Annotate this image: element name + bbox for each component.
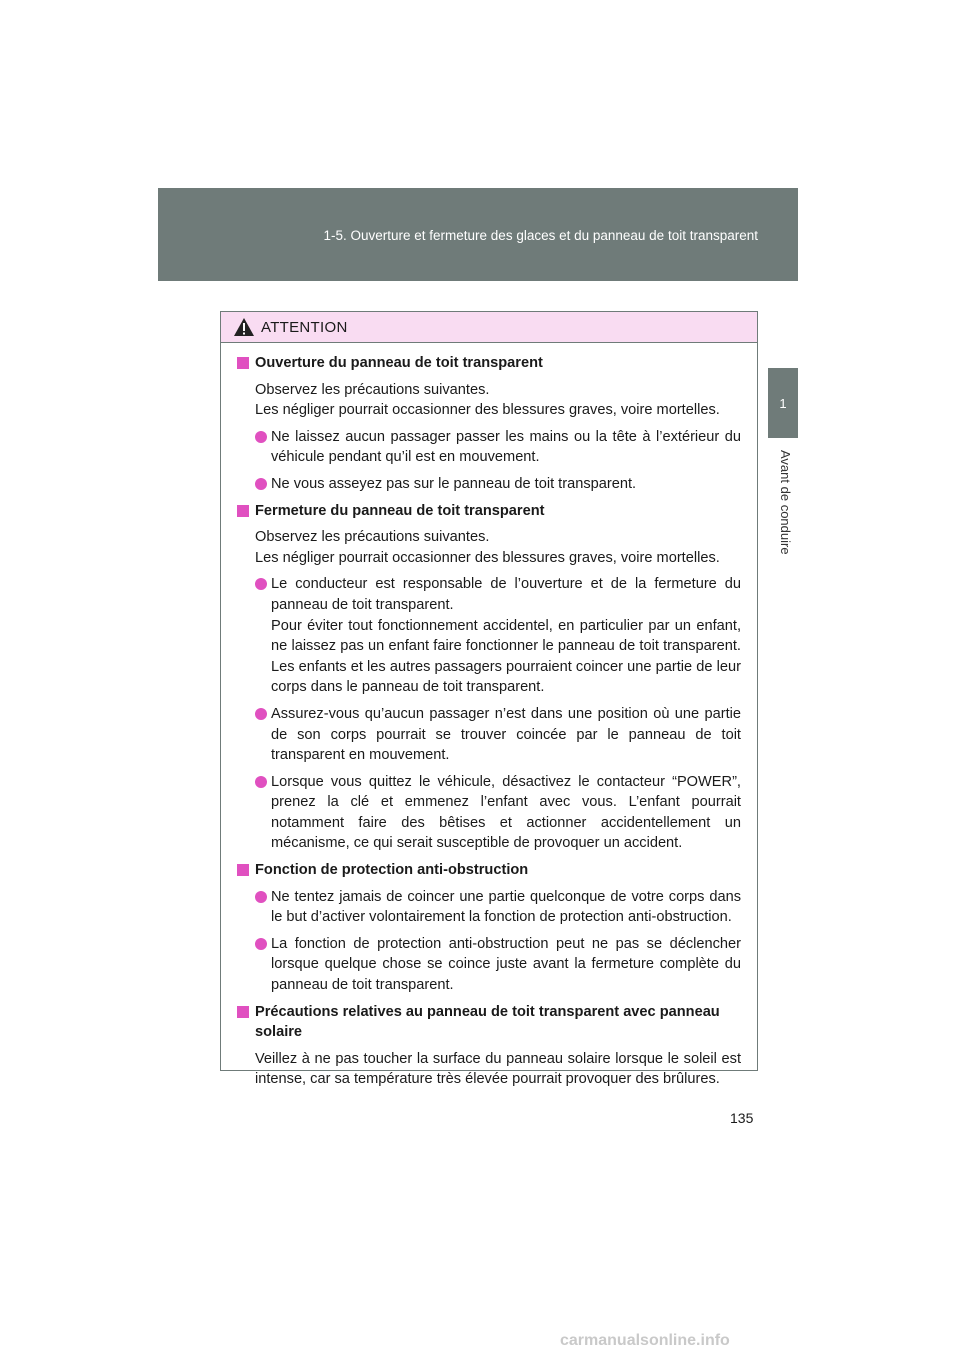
chapter-tab <box>768 368 798 438</box>
section-heading-text: Fermeture du panneau de toit transparent <box>255 502 545 519</box>
intro-line: Observez les précautions suivantes. <box>255 529 490 546</box>
section-heading <box>237 860 741 881</box>
warning-triangle-icon <box>233 317 255 337</box>
bullet-text: Ne vous asseyez pas sur le panneau de toit transparent. <box>271 475 637 492</box>
intro-line: Observez les précautions suivantes. <box>255 381 490 398</box>
bullet-item <box>237 772 741 854</box>
warning-header <box>221 312 757 343</box>
section-heading-text: Fonction de protection anti-obstruction <box>255 862 529 879</box>
warning-content <box>221 343 757 1090</box>
section-intro <box>237 380 741 421</box>
bullet-text: Assurez-vous qu’aucun passager n’est dans une position où une partie de son corps pourrait se trouver coincée par le panneau de toit transparent en mouvement. <box>271 705 741 764</box>
round-bullet-icon <box>255 938 267 950</box>
round-bullet-icon <box>255 431 267 443</box>
round-bullet-icon <box>255 776 267 788</box>
square-bullet-icon <box>237 357 249 369</box>
page-header <box>158 188 798 281</box>
section-heading <box>237 501 741 522</box>
bullet-item <box>237 704 741 766</box>
bullet-text: Le conducteur est responsable de l’ouverture et de la fermeture du panneau de toit transparent. <box>271 576 741 613</box>
section-heading <box>237 353 741 374</box>
page-number: 135 <box>730 1110 754 1126</box>
bullet-text: Pour éviter tout fonctionnement accidentel, en particulier par un enfant, ne laissez pas un enfant faire fonctionner le panneau de toit transparent. Les enfants et les autres passagers pourraient coincer une partie de leur corps dans le panneau de toit transparent. <box>271 617 741 696</box>
intro-line: Veillez à ne pas toucher la surface du panneau solaire lorsque le soleil est intense, car sa température très élevée pourrait provoquer des brûlures. <box>255 1050 741 1088</box>
chapter-label: Avant de conduire <box>778 450 793 555</box>
section-intro <box>237 1049 741 1090</box>
intro-line: Les négliger pourrait occasionner des blessures graves, voire mortelles. <box>255 549 720 566</box>
warning-title: ATTENTION <box>261 319 348 336</box>
round-bullet-icon <box>255 478 267 490</box>
warning-box <box>220 311 758 1088</box>
bullet-item <box>237 887 741 928</box>
bullet-item <box>237 474 741 495</box>
bullet-text: Ne laissez aucun passager passer les mains ou la tête à l’extérieur du véhicule pendant qu’il est en mouvement. <box>271 428 741 466</box>
bullet-text: Lorsque vous quittez le véhicule, désactivez le contacteur “POWER”, prenez la clé et emmenez l’enfant avec vous. L’enfant pourrait notamment faire des bêtises et actionner accidentellement un mécanisme, ce qui serait susceptible de provoquer un accident. <box>271 773 741 852</box>
chapter-number: 1 <box>779 396 787 411</box>
square-bullet-icon <box>237 505 249 517</box>
bullet-item <box>237 574 741 698</box>
watermark: carmanualsonline.info <box>560 1332 730 1349</box>
bullet-text: La fonction de protection anti-obstruction peut ne pas se déclencher lorsque quelque chose se coince juste avant la fermeture complète du panneau de toit transparent. <box>271 935 741 994</box>
section-heading-text: Précautions relatives au panneau de toit transparent avec panneau solaire <box>255 1003 720 1041</box>
section-heading-text: Ouverture du panneau de toit transparent <box>255 355 543 371</box>
intro-line: Les négliger pourrait occasionner des blessures graves, voire mortelles. <box>255 402 720 419</box>
bullet-item <box>237 934 741 996</box>
bullet-text: Ne tentez jamais de coincer une partie quelconque de votre corps dans le but d’activer volontairement la fonction de protection anti-obstruction. <box>271 888 741 926</box>
round-bullet-icon <box>255 578 267 590</box>
bullet-item <box>237 427 741 468</box>
section-heading <box>237 1002 741 1043</box>
round-bullet-icon <box>255 891 267 903</box>
square-bullet-icon <box>237 1006 249 1018</box>
section-intro <box>237 527 741 568</box>
round-bullet-icon <box>255 708 267 720</box>
section-title: 1-5. Ouverture et fermeture des glaces et du panneau de toit transparent <box>323 228 758 243</box>
square-bullet-icon <box>237 864 249 876</box>
